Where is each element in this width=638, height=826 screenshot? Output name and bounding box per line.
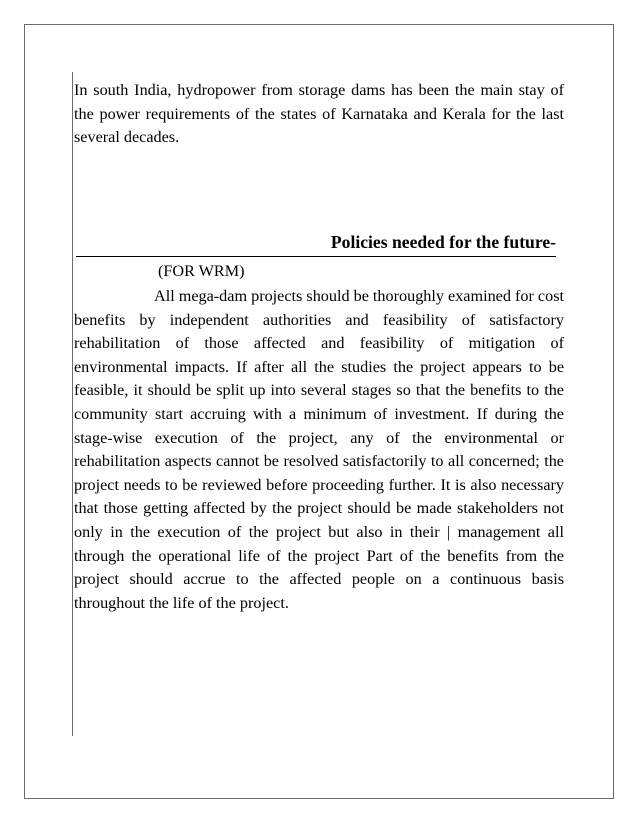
- section-subheading: (FOR WRM): [158, 262, 245, 280]
- left-margin-rule: [72, 72, 73, 736]
- intro-paragraph: In south India, hydropower from storage dams has been the main stay of the power requirements of the states of Karnataka and Kerala for the last several decades.: [74, 81, 564, 147]
- heading-underline-row: [76, 228, 556, 257]
- section-heading: Policies needed for the future-: [330, 232, 556, 252]
- body-paragraph: All mega-dam projects should be thoroughly examined for cost benefits by independent authorities and feasibility of satisfactory rehabilitation of those affected and feasibility of mitigation of environmental impacts. If after all the studies the project appears to be feasible, it should be split up into several stages so that the benefits to the community start accruing with a minimum of investment. If during the stage-wise execution of the project, any of the environmental or rehabilitation aspects cannot be resolved satisfactorily to all concerned; the project needs to be reviewed before proceeding further. It is also necessary that those getting affected by the project should be made stakeholders not only in the execution of the project but also in their | management all through the operational life of the project Part of the benefits from the project should accrue to the affected people on a continuous basis throughout the life of the project.: [74, 287, 564, 612]
